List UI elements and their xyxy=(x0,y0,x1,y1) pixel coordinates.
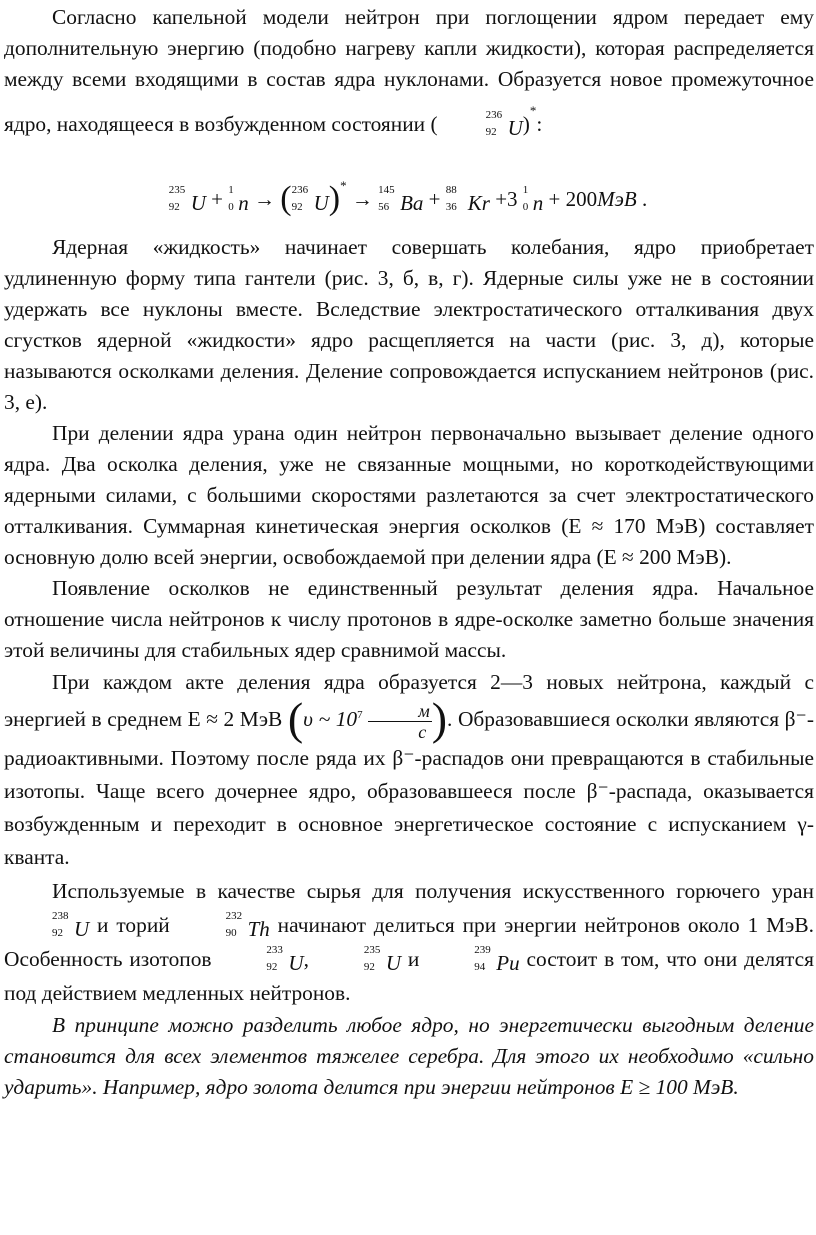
paragraph-4: Появление осколков не единственный результат деления ядра. Начальное отношение числа нейтронов к числу протонов в ядре-осколке заметно больше значения этой величины для стабильных ядер сравнимой массы. xyxy=(4,576,814,662)
paragraph-5: При каждом акте деления ядра образуется 2—3 новых нейтрона, каждый с энергией в среднем Е ≈ 2 МэВ (υ ~ $10^7$ $\frac{м}{с}$ ). Образовавшиеся осколки являются β⁻-радиоактивными. Поэтому после ряда их β⁻-распадов они превращаются в стабильные изотопы. Чаще всего дочернее ядро, образовавшееся после β⁻-распада, оказывается возбужденным и переходит в основное энергетическое состояние с испусканием γ-кванта. xyxy=(4,670,814,869)
paragraph-2: Ядерная «жидкость» начинает совершать колебания, ядро приобретает удлиненную форму типа гантели (рис. 3, б, в, г). Ядерные силы уже не в состоянии удержать все нуклоны вместе. Вследствие электростатического отталкивания двух сгустков ядерной «жидкости» ядро расщепляется на части (рис. 3, д), которые называются осколками деления. Деление сопровождается испусканием нейтронов (рис. 3, е). xyxy=(4,235,814,414)
paragraph-6: Используемые в качестве сырья для получения искусственного горючего уран 238 92 U и торий 232 90 Th начинают делиться при энергии нейтронов около 1 МэВ. Особенность изотопов 233 92 U, 235 92 U и 239 94 Pu состоит в том, что они делятся под действием медленных нейтронов. xyxy=(4,878,814,1005)
paragraph-7: В принципе можно разделить любое ядро, но энергетически выгодным деление становится для всех элементов тяжелее серебра. Для этого их необходимо «сильно ударить». Например, ядро золота делится при энергии нейтронов Е ≥ 100 МэВ. xyxy=(4,1012,814,1099)
fission-equation: 235 92 U + 1 0 n → ( 236 92 U)* → 145 56 Ba + 88 36 Kr +3 1 0 n + 200МэВ . xyxy=(168,178,648,217)
paragraph-3: При делении ядра урана один нейтрон первоначально вызывает деление одного ядра. Два осколка деления, уже не связанные мощными, но короткодействующими ядерными силами, с большими скоростями разлетаются за счет электростатического отталкивания. Суммарная кинетическая энергия осколков (Е ≈ 170 МэВ) составляет основную долю всей энергии, освобождаемой при делении ядра (Е ≈ 200 МэВ). xyxy=(4,421,814,569)
paragraph-1: Согласно капельной модели нейтрон при поглощении ядром передает ему дополнительную энергию (подобно нагреву капли жидкости), которая распределяется между всеми входящими в состав ядра нуклонами. Образуется новое промежуточное ядро, находящееся в возбужденном состоянии ( 236 92 U)*: xyxy=(4,5,814,140)
paragraph-1-text: Согласно капельной модели нейтрон при поглощении ядром передает ему дополнительную энергию (подобно нагреву капли жидкости), которая распределяется между всеми входящими в состав ядра нуклонами. Образуется новое промежуточное ядро, находящееся в возбужденном состоянии xyxy=(4,5,814,136)
neutron-speed-formula: (υ ~ $10^7$ $\frac{м}{с}$ ) xyxy=(287,693,448,745)
excited-uranium-236: ( 236 92 U)* xyxy=(430,103,537,140)
